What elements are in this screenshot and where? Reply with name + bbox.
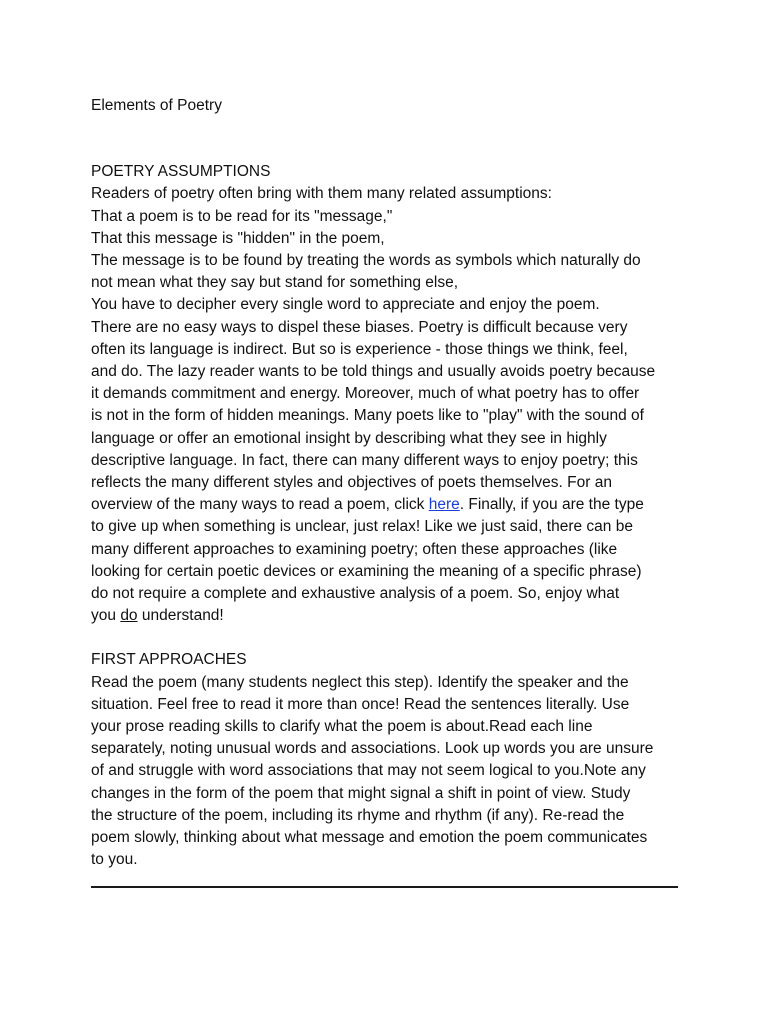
text-line: That a poem is to be read for its "message," <box>91 207 393 225</box>
here-link[interactable]: here <box>428 496 460 514</box>
text-line: many different approaches to examining poetry; often these approaches (like <box>91 540 618 558</box>
text-line: and do. The lazy reader wants to be told things and usually avoids poetry because <box>91 363 656 381</box>
text-line-final <box>91 605 691 627</box>
text-line: the structure of the poem, including its rhyme and rhythm (if any). Re-read the <box>91 806 625 824</box>
text-line: Readers of poetry often bring with them many related assumptions: <box>91 185 552 203</box>
text-line-with-link <box>91 494 691 516</box>
text-line: not mean what they say but stand for something else, <box>91 274 459 292</box>
text-line: is not in the form of hidden meanings. Many poets like to "play" with the sound of <box>91 407 644 425</box>
paragraph-gap <box>91 627 691 649</box>
text-line: The message is to be found by treating the words as symbols which naturally do <box>91 252 641 270</box>
text-line: reflects the many different styles and objectives of poets themselves. For an <box>91 474 612 492</box>
text-line: There are no easy ways to dispel these biases. Poetry is difficult because very <box>91 318 628 336</box>
text-line: separately, noting unusual words and associations. Look up words you are unsure <box>91 740 654 758</box>
document-body <box>91 95 691 872</box>
document-title: Elements of Poetry <box>91 97 222 114</box>
final-line-before: you <box>91 607 121 625</box>
text-line: Read the poem (many students neglect this step). Identify the speaker and the <box>91 673 629 691</box>
text-line: You have to decipher every single word to appreciate and enjoy the poem. <box>91 296 600 314</box>
underlined-word: do <box>120 607 138 625</box>
text-line: changes in the form of the poem that might signal a shift in point of view. Study <box>91 784 631 802</box>
text-line: it demands commitment and energy. Moreover, much of what poetry has to offer <box>91 385 640 403</box>
text-line: to you. <box>91 851 138 869</box>
text-line: often its language is indirect. But so is experience - those things we think, feel, <box>91 340 628 358</box>
text-line: language or offer an emotional insight by describing what they see in highly <box>91 429 607 447</box>
section-heading-first-approaches: FIRST APPROACHES <box>91 651 247 669</box>
text-line: looking for certain poetic devices or examining the meaning of a specific phrase) <box>91 562 642 580</box>
text-line: do not require a complete and exhaustive analysis of a poem. So, enjoy what <box>91 585 620 603</box>
horizontal-divider <box>91 886 678 888</box>
text-line: That this message is "hidden" in the poem, <box>91 229 385 247</box>
text-line: your prose reading skills to clarify what the poem is about.Read each line <box>91 718 593 736</box>
final-line-after: understand! <box>137 607 224 625</box>
text-line: situation. Feel free to read it more than once! Read the sentences literally. Use <box>91 695 630 713</box>
link-line-after: . Finally, if you are the type <box>459 496 644 514</box>
text-line: poem slowly, thinking about what message and emotion the poem communicates <box>91 829 648 847</box>
text-line: of and struggle with word associations that may not seem logical to you.Note any <box>91 762 646 780</box>
link-line-before: overview of the many ways to read a poem, click <box>91 496 429 514</box>
first-approaches-paragraph <box>91 672 691 872</box>
text-line: descriptive language. In fact, there can many different ways to enjoy poetry; this <box>91 451 638 469</box>
section-heading-assumptions: POETRY ASSUMPTIONS <box>91 163 271 181</box>
assumptions-paragraph <box>91 183 691 627</box>
text-line: to give up when something is unclear, just relax! Like we just said, there can be <box>91 518 633 536</box>
